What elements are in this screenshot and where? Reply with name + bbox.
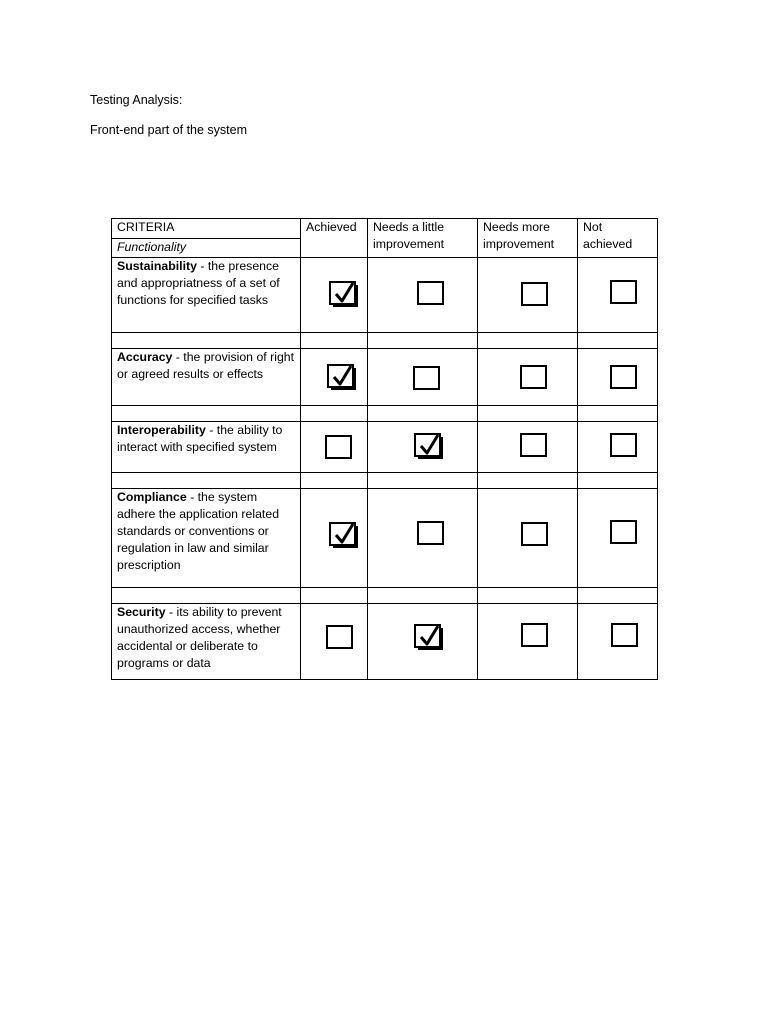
criterion-description	[112, 349, 300, 383]
criterion-row	[112, 422, 658, 473]
checked-checkbox[interactable]	[414, 433, 441, 457]
empty-cell	[368, 588, 478, 604]
criterion-row	[112, 349, 658, 406]
rating-cell-achieved	[301, 422, 368, 473]
rating-cell-not-achieved	[578, 489, 658, 588]
rating-cell-achieved	[301, 258, 368, 333]
empty-cell	[112, 406, 301, 422]
criteria-header-cell	[112, 219, 301, 258]
testing-analysis-table	[111, 218, 658, 680]
rating-cell-needs-more-improvement	[478, 604, 578, 680]
criterion-cell	[112, 604, 301, 680]
column-header-needs-little-improvement: Needs a little improvement	[368, 219, 478, 258]
checkmark-icon	[333, 280, 355, 304]
functionality-section-label: Functionality	[112, 238, 300, 256]
rating-cell-needs-little-improvement	[368, 489, 478, 588]
column-header-needs-more-improvement: Needs more improvement	[478, 219, 578, 258]
empty-checkbox[interactable]	[520, 433, 547, 457]
criterion-row	[112, 489, 658, 588]
criterion-cell	[112, 349, 301, 406]
criterion-term: Interoperability	[117, 423, 206, 437]
rating-cell-needs-little-improvement	[368, 349, 478, 406]
criterion-row	[112, 604, 658, 680]
empty-checkbox[interactable]	[326, 625, 353, 649]
column-header-not-achieved: Not achieved	[578, 219, 658, 258]
spacer-row	[112, 473, 658, 489]
rating-cell-needs-little-improvement	[368, 422, 478, 473]
criterion-description	[112, 489, 300, 574]
empty-cell	[368, 333, 478, 349]
empty-cell	[301, 588, 368, 604]
rating-cell-needs-more-improvement	[478, 258, 578, 333]
rating-cell-not-achieved	[578, 604, 658, 680]
empty-checkbox[interactable]	[417, 521, 444, 545]
empty-cell	[301, 473, 368, 489]
empty-checkbox[interactable]	[610, 365, 637, 389]
rating-cell-not-achieved	[578, 422, 658, 473]
checked-checkbox[interactable]	[329, 281, 356, 305]
checkmark-icon	[331, 363, 353, 387]
checked-checkbox[interactable]	[414, 624, 441, 648]
empty-checkbox[interactable]	[521, 623, 548, 647]
criterion-term: Compliance	[117, 490, 187, 504]
criterion-definition: - the ability to interact with specified system	[117, 423, 283, 454]
empty-cell	[578, 333, 658, 349]
criteria-header: CRITERIA	[117, 220, 175, 234]
criterion-definition: - the system adhere the application related standards or conventions or regulation in law and similar prescription	[117, 490, 280, 572]
criterion-cell	[112, 489, 301, 588]
checkmark-icon	[333, 521, 355, 545]
criterion-definition: - its ability to prevent unauthorized access, whether accidental or deliberate to programs or data	[117, 605, 282, 670]
empty-checkbox[interactable]	[610, 520, 637, 544]
empty-cell	[578, 406, 658, 422]
empty-checkbox[interactable]	[520, 365, 547, 389]
empty-checkbox[interactable]	[413, 366, 440, 390]
rating-cell-needs-more-improvement	[478, 489, 578, 588]
spacer-row	[112, 333, 658, 349]
rating-cell-not-achieved	[578, 349, 658, 406]
criterion-definition: - the provision of right or agreed results or effects	[117, 350, 295, 381]
empty-checkbox[interactable]	[325, 435, 352, 459]
empty-checkbox[interactable]	[610, 433, 637, 457]
criterion-term: Security	[117, 605, 166, 619]
empty-cell	[112, 588, 301, 604]
empty-cell	[368, 406, 478, 422]
empty-checkbox[interactable]	[521, 282, 548, 306]
checked-checkbox[interactable]	[327, 364, 354, 388]
criterion-cell	[112, 258, 301, 333]
criterion-description	[112, 422, 300, 456]
rating-cell-not-achieved	[578, 258, 658, 333]
document-subheading: Front-end part of the system	[90, 123, 248, 137]
empty-cell	[578, 473, 658, 489]
column-header-achieved: Achieved	[301, 219, 368, 258]
checkmark-icon	[418, 623, 440, 647]
empty-cell	[112, 473, 301, 489]
document-heading: Testing Analysis:	[90, 93, 183, 107]
criterion-row	[112, 258, 658, 333]
empty-checkbox[interactable]	[417, 281, 444, 305]
empty-cell	[478, 473, 578, 489]
empty-checkbox[interactable]	[611, 623, 638, 647]
empty-cell	[578, 588, 658, 604]
rating-cell-achieved	[301, 349, 368, 406]
spacer-row	[112, 588, 658, 604]
empty-cell	[368, 473, 478, 489]
empty-cell	[112, 333, 301, 349]
checked-checkbox[interactable]	[329, 522, 356, 546]
empty-cell	[478, 406, 578, 422]
criterion-term: Sustainability	[117, 259, 197, 273]
criterion-term: Accuracy	[117, 350, 173, 364]
checkmark-icon	[418, 432, 440, 456]
empty-cell	[478, 333, 578, 349]
criterion-description	[112, 604, 300, 672]
rating-cell-achieved	[301, 604, 368, 680]
empty-checkbox[interactable]	[521, 522, 548, 546]
rating-cell-achieved	[301, 489, 368, 588]
header-row	[112, 219, 658, 258]
empty-checkbox[interactable]	[610, 280, 637, 304]
criterion-description	[112, 258, 300, 309]
rating-cell-needs-more-improvement	[478, 422, 578, 473]
empty-cell	[478, 588, 578, 604]
empty-cell	[301, 406, 368, 422]
rating-cell-needs-more-improvement	[478, 349, 578, 406]
spacer-row	[112, 406, 658, 422]
criterion-definition: - the presence and appropriatness of a set of functions for specified tasks	[117, 259, 280, 307]
criterion-cell	[112, 422, 301, 473]
rating-cell-needs-little-improvement	[368, 604, 478, 680]
rating-cell-needs-little-improvement	[368, 258, 478, 333]
empty-cell	[301, 333, 368, 349]
